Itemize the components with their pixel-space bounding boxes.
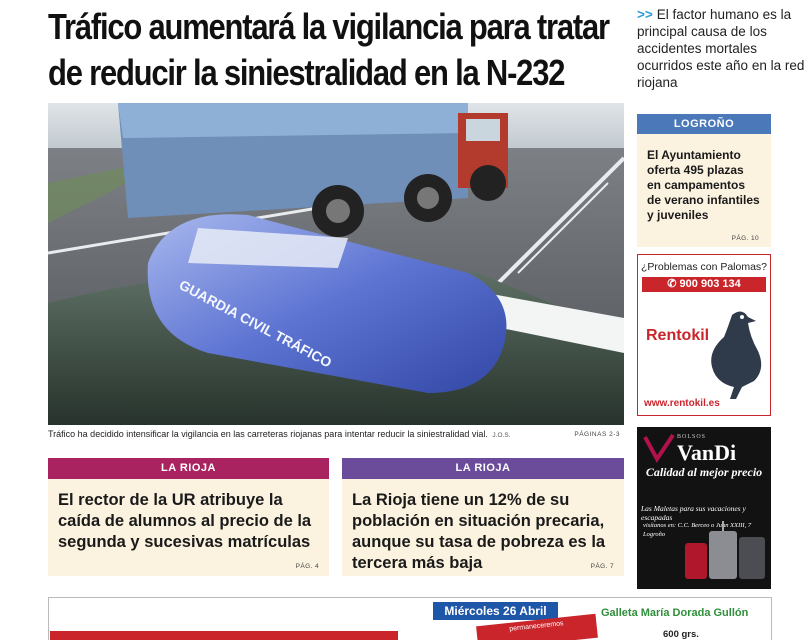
traffic-photo-illustration <box>48 103 624 425</box>
story-page: PÁG. 4 <box>295 563 319 570</box>
rentokil-phone-number: 900 903 134 <box>679 278 741 290</box>
rentokil-website[interactable]: www.rentokil.es <box>644 398 720 409</box>
story-card-ur[interactable] <box>48 458 329 576</box>
promo-date: Miércoles 26 Abril <box>433 602 558 620</box>
vandi-logo-text: VanDi <box>677 440 737 465</box>
logrono-page: PÁG. 10 <box>731 235 759 242</box>
suitcases-icon <box>683 519 769 585</box>
logrono-story-text[interactable]: El Ayuntamiento oferta 495 plazas en campamentos de verano infantiles y juveniles <box>647 148 760 222</box>
vandi-logo-icon <box>643 433 675 463</box>
vandi-tagline: Las Maletas para sus vacaciones y escapadas <box>641 504 746 522</box>
photo-credit: J.O.S. <box>492 432 511 439</box>
pages-reference[interactable]: PÁGINAS 2-3 <box>574 431 620 438</box>
promo-strip: permaneceremos <box>476 614 598 640</box>
rentokil-phone <box>642 277 766 292</box>
vandi-ad[interactable] <box>637 427 771 589</box>
photo-caption <box>48 428 624 442</box>
product-name: Galleta María Dorada Gullón <box>601 607 749 619</box>
story-page: PÁG. 7 <box>590 563 614 570</box>
story-section-label: LA RIOJA <box>48 458 329 479</box>
story-text[interactable]: El rector de la UR atribuye la caída de alumnos al precio de la segunda y sucesivas matrículas <box>58 491 312 551</box>
story-card-pobreza[interactable] <box>342 458 624 576</box>
vandi-small-brand: BOLSOS <box>677 434 707 440</box>
phone-icon: ✆ <box>667 278 680 290</box>
logrono-section-label: LOGROÑO <box>637 114 771 134</box>
main-headline[interactable]: Tráfico aumentará la vigilancia para tratar de reducir la siniestralidad en la N-232 <box>48 6 609 93</box>
rentokil-ad[interactable] <box>637 254 771 416</box>
rentokil-brand: Rentokil <box>646 327 710 344</box>
light-bar-label: GUARDIA CIVIL TRÁFICO <box>176 276 335 371</box>
story-section-label: LA RIOJA <box>342 458 624 479</box>
logrono-box[interactable] <box>637 114 771 247</box>
pigeon-icon <box>702 307 768 407</box>
rentokil-question: ¿Problemas con Palomas? <box>640 261 768 273</box>
caption-text: Tráfico ha decidido intensificar la vigilancia en las carreteras riojanas para intentar reducir la siniestralidad vial. <box>48 429 488 439</box>
story-text[interactable]: La Rioja tiene un 12% de su población en situación precaria, aunque su tasa de pobreza es la tercera más baja <box>352 491 606 572</box>
red-headline-bar <box>50 631 398 640</box>
side-teaser[interactable] <box>637 6 807 91</box>
vandi-address: visítanos en: C.C. Berceo o Juan XXIII, 7 Logroño <box>643 522 752 538</box>
product-weight: 600 grs. <box>663 629 699 640</box>
teaser-arrows-icon: >> <box>637 7 653 22</box>
bottom-ad-strip[interactable] <box>48 597 772 640</box>
vandi-slogan: Calidad al mejor precio <box>645 465 763 479</box>
main-photo[interactable] <box>48 103 624 425</box>
side-teaser-text: El factor humano es la principal causa de los accidentes mortales ocurridos este año en la red riojana <box>637 7 805 90</box>
